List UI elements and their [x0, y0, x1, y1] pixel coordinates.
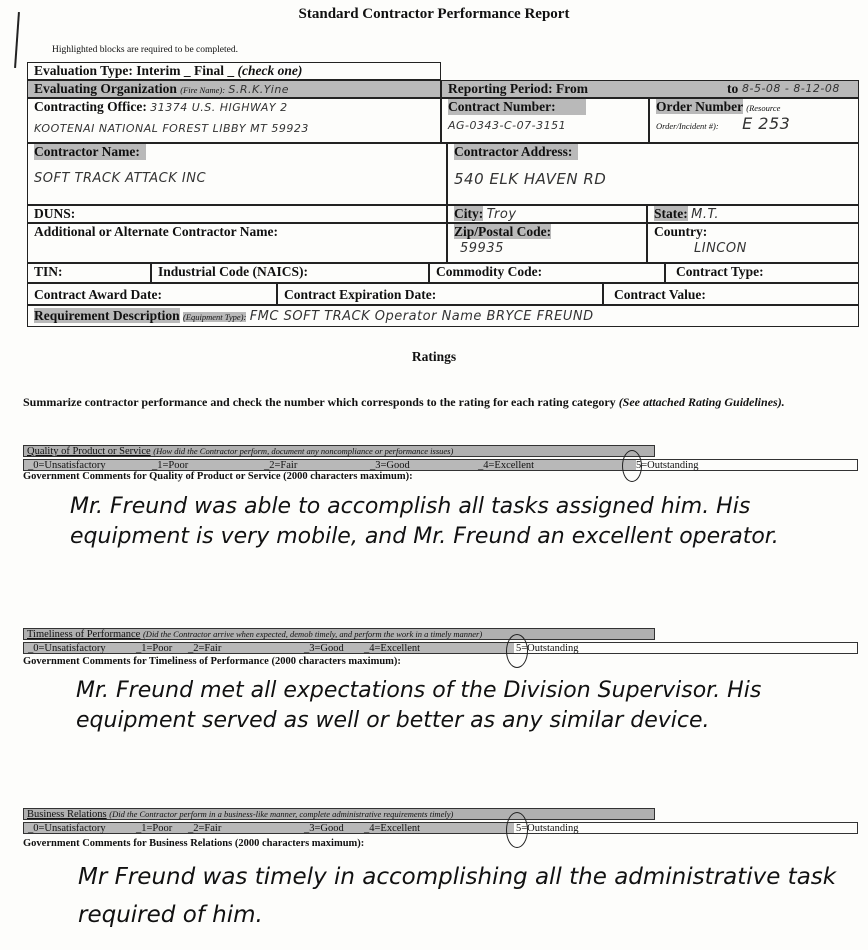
contract-number-label: Contract Number:: [448, 99, 586, 115]
reporting-to-label: to: [727, 81, 739, 96]
zip-code-field[interactable]: [447, 223, 647, 263]
comments-label: Government Comments for Timeliness of Performance (2000 characters maximum):: [23, 656, 401, 667]
rating-scale: [23, 642, 858, 654]
expiration-date-label: Contract Expiration Date:: [284, 287, 437, 302]
zip-code-value: 59935: [460, 241, 504, 256]
category-header: [23, 808, 655, 820]
order-number-hint2: Order/Incident #):: [656, 121, 719, 131]
comments-text[interactable]: Mr. Freund met all expectations of the Division Supervisor. His equipment served as well or better as any similar device.: [76, 678, 762, 733]
evaluation-type-hint: (check one): [237, 63, 303, 78]
expiration-date-field[interactable]: [277, 283, 603, 305]
rating-option-4[interactable]: _4=Excellent: [364, 643, 421, 654]
ratings-instructions-text: Summarize contractor performance and check the number which corresponds to the rating for each rating category: [23, 395, 616, 409]
comments-label: Government Comments for Quality of Product or Service (2000 characters maximum):: [23, 471, 413, 482]
selected-rating-circle: [622, 450, 642, 482]
evaluating-organization-hint: (Fire Name):: [180, 85, 226, 95]
comments-text[interactable]: Mr Freund was timely in accomplishing all the administrative task required of him.: [78, 864, 837, 928]
commodity-code-label: Commodity Code:: [436, 264, 543, 279]
comments-label: Government Comments for Business Relations (2000 characters maximum):: [23, 838, 365, 849]
selected-rating-circle: [506, 634, 528, 668]
naics-field[interactable]: [151, 263, 429, 283]
evaluation-type-label: Evaluation Type: Interim _ Final _: [34, 63, 235, 78]
contractor-address-value: 540 ELK HAVEN RD: [454, 170, 607, 188]
state-value: M.T.: [691, 207, 720, 222]
rating-option-0[interactable]: _0=Unsatisfactory: [28, 643, 106, 654]
requirement-description-value: FMC SOFT TRACK Operator Name BRYCE FREUND: [249, 309, 594, 324]
alternate-contractor-name-field[interactable]: [27, 223, 447, 263]
order-number-label: Order Number: [656, 99, 743, 114]
rating-option-3[interactable]: _3=Good: [370, 460, 410, 471]
state-label: State:: [654, 206, 688, 221]
category-description: (Did the Contractor perform in a business-like manner, complete administrative requirements timely): [109, 809, 454, 819]
award-date-label: Contract Award Date:: [34, 287, 162, 302]
requirement-description-label: Requirement Description: [34, 308, 180, 323]
requirement-description-hint: (Equipment Type):: [182, 312, 247, 322]
city-field[interactable]: [447, 205, 647, 223]
rating-option-1[interactable]: _1=Poor: [136, 823, 173, 834]
scale-shading: [24, 460, 636, 470]
duns-field[interactable]: [27, 205, 447, 223]
evaluation-type-field[interactable]: [27, 62, 441, 80]
award-date-field[interactable]: [27, 283, 277, 305]
reporting-period-label: Reporting Period: From: [448, 81, 588, 96]
alternate-contractor-name-label: Additional or Alternate Contractor Name:: [34, 224, 278, 239]
contractor-name-value: SOFT TRACK ATTACK INC: [34, 171, 207, 186]
rating-option-2[interactable]: _2=Fair: [264, 460, 298, 471]
contract-number-value: AG-0343-C-07-3151: [448, 119, 567, 132]
category-description: (Did the Contractor arrive when expected, demob timely, and perform the work in a timely manner): [142, 629, 483, 639]
rating-option-0[interactable]: _0=Unsatisfactory: [28, 460, 106, 471]
report-title: Standard Contractor Performance Report: [298, 6, 570, 22]
reporting-period-value: 8-5-08 - 8-12-08: [742, 82, 840, 95]
contracting-office-value-line2: KOOTENAI NATIONAL FOREST LIBBY MT 59923: [34, 122, 309, 135]
category-header: [23, 628, 655, 640]
category-description: (How did the Contractor perform, document any noncompliance or performance issues): [153, 446, 454, 456]
country-value: LINCON: [694, 241, 747, 256]
category-header: [23, 445, 655, 457]
rating-option-2[interactable]: _2=Fair: [188, 643, 222, 654]
rating-option-0[interactable]: _0=Unsatisfactory: [28, 823, 106, 834]
rating-scale: [23, 459, 858, 471]
comments-text[interactable]: Mr. Freund was able to accomplish all tasks assigned him. His equipment is very mobile, and Mr. Freund an excellent operator.: [70, 494, 779, 549]
city-value: Troy: [486, 207, 517, 222]
contract-value-field[interactable]: [603, 283, 859, 305]
state-field[interactable]: [647, 205, 859, 223]
reporting-period-field[interactable]: [441, 80, 859, 98]
contractor-address-field[interactable]: [447, 143, 859, 205]
ratings-heading: Ratings: [411, 349, 457, 364]
ratings-instructions-hint: (See attached Rating Guidelines).: [618, 395, 785, 409]
evaluating-organization-field[interactable]: [27, 80, 441, 98]
category-name: Timeliness of Performance: [27, 629, 141, 640]
zip-code-label: Zip/Postal Code:: [454, 224, 552, 239]
rating-option-5[interactable]: 5=Outstanding: [636, 460, 699, 471]
contractor-name-field[interactable]: [27, 143, 447, 205]
commodity-code-field[interactable]: [429, 263, 665, 283]
contract-number-field[interactable]: [441, 98, 649, 143]
duns-label: DUNS:: [34, 206, 76, 221]
rating-scale: [23, 822, 858, 834]
ratings-instructions: [23, 395, 863, 410]
category-name: Quality of Product or Service: [27, 446, 151, 457]
order-number-field[interactable]: [649, 98, 859, 143]
highlight-note: Highlighted blocks are required to be completed.: [52, 45, 238, 55]
contracting-office-label: Contracting Office:: [34, 99, 147, 114]
contractor-name-label: Contractor Name:: [34, 144, 146, 160]
contract-value-label: Contract Value:: [614, 287, 706, 302]
contracting-office-value-line1: 31374 U.S. HIGHWAY 2: [150, 101, 288, 114]
naics-label: Industrial Code (NAICS):: [158, 264, 309, 279]
category-name: Business Relations: [27, 809, 107, 820]
country-field[interactable]: [647, 223, 859, 263]
requirement-description-field[interactable]: [27, 305, 859, 327]
evaluating-organization-value: S.R.K.Yine: [228, 83, 290, 96]
rating-option-5[interactable]: 5=Outstanding: [516, 643, 579, 654]
selected-rating-circle: [506, 812, 528, 848]
rating-option-1[interactable]: _1=Poor: [136, 643, 173, 654]
rating-option-1[interactable]: _1=Poor: [152, 460, 189, 471]
order-number-value: E 253: [742, 114, 791, 133]
rating-option-4[interactable]: _4=Excellent: [364, 823, 421, 834]
order-number-hint1: (Resource: [746, 103, 781, 113]
contract-type-field[interactable]: [665, 263, 859, 283]
city-label: City:: [454, 206, 484, 221]
contracting-office-field[interactable]: [27, 98, 441, 143]
rating-option-3[interactable]: _3=Good: [304, 823, 344, 834]
tin-label: TIN:: [34, 264, 63, 279]
rating-option-4[interactable]: _4=Excellent: [478, 460, 535, 471]
contract-type-label: Contract Type:: [676, 264, 764, 279]
rating-option-2[interactable]: _2=Fair: [188, 823, 222, 834]
contractor-address-label: Contractor Address:: [454, 144, 578, 160]
rating-option-3[interactable]: _3=Good: [304, 643, 344, 654]
evaluating-organization-label: Evaluating Organization: [34, 81, 177, 96]
tin-field[interactable]: [27, 263, 151, 283]
rating-option-5[interactable]: 5=Outstanding: [516, 823, 579, 834]
country-label: Country:: [654, 224, 708, 239]
